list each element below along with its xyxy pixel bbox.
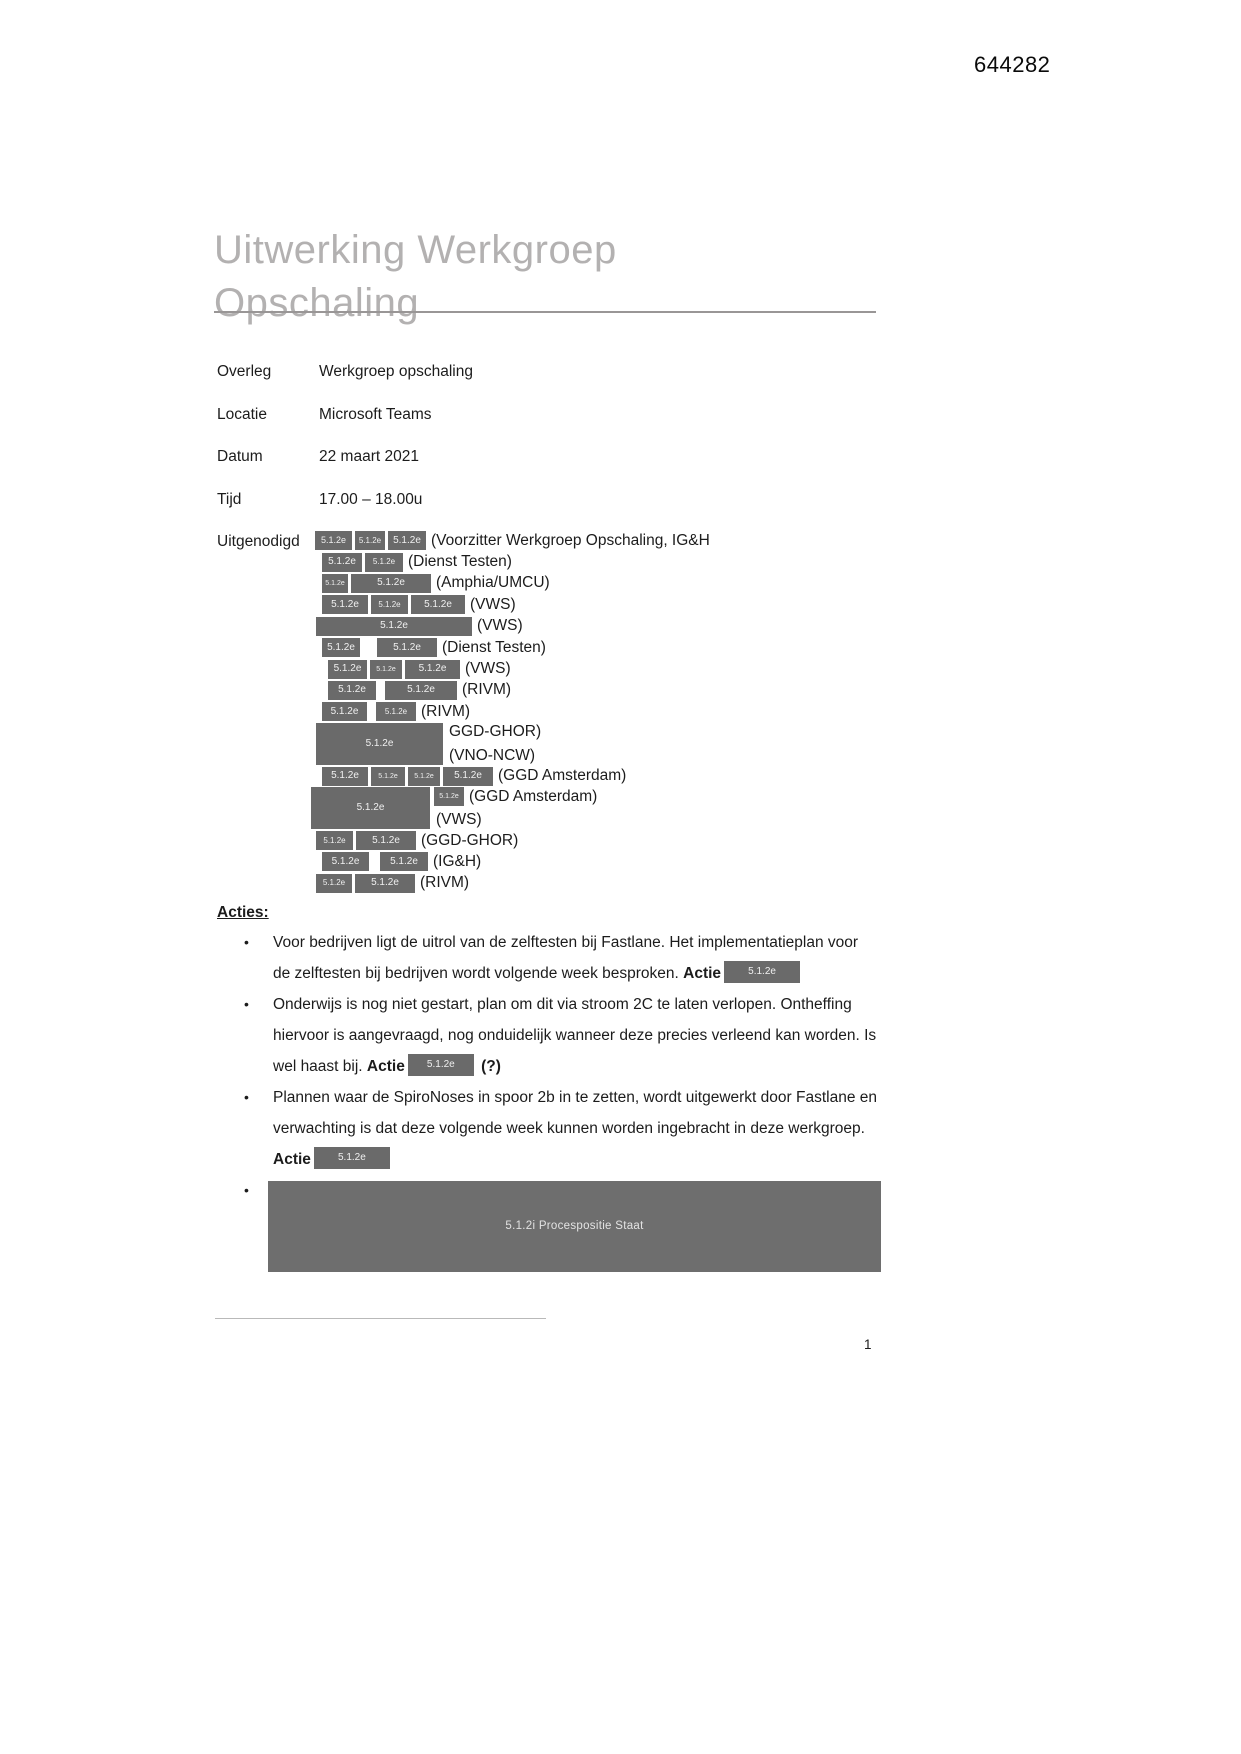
redaction-box: 5.1.2e (322, 767, 368, 786)
invited-line (316, 873, 710, 894)
meta-label: Locatie (217, 405, 267, 423)
redaction-box: 5.1.2e (328, 660, 367, 679)
action-bold-text: Actie (683, 965, 722, 982)
invited-line (322, 594, 710, 615)
action-bold-text: (?) (476, 1058, 501, 1075)
invited-organisation: (RIVM) (420, 874, 470, 892)
redaction-box: 5.1.2e (724, 961, 800, 983)
redaction-box: 5.1.2e (314, 1147, 390, 1169)
invited-organisation: (IG&H) (433, 852, 482, 870)
invited-line (316, 830, 710, 851)
meta-value: Werkgroep opschaling (319, 363, 473, 380)
invited-organisation: (VWS) (436, 811, 482, 829)
redaction-box: 5.1.2e (371, 595, 408, 614)
action-text: Onderwijs is nog niet gestart, plan om dit via stroom 2C te laten verlopen. Ontheffing hiervoor is aangevraagd, nog onduidelijk wanneer deze precies verleend kan worden. Is wel haast bij. (273, 996, 877, 1075)
invited-line (315, 530, 710, 551)
meta-value: 22 maart 2021 (319, 448, 419, 465)
actions-heading: Acties: (217, 904, 269, 921)
redaction-box: 5.1.2e (315, 531, 352, 550)
invited-line (322, 851, 710, 872)
redaction-box: 5.1.2e (405, 660, 460, 679)
invited-line-top (434, 787, 597, 806)
action-bold-text: Actie (366, 1058, 405, 1075)
redaction-box: 5.1.2e (434, 787, 464, 806)
redaction-box: 5.1.2e (385, 681, 457, 700)
action-item (217, 989, 907, 1082)
redaction-box: 5.1.2e (322, 574, 348, 593)
redaction-box: 5.1.2e (351, 574, 431, 593)
invited-organisation: (GGD-GHOR) (421, 831, 519, 849)
invited-organisation: (Dienst Testen) (408, 553, 512, 571)
redaction-box: 5.1.2e (388, 531, 426, 550)
redaction-box: 5.1.2e (408, 767, 440, 786)
meta-label: Overleg (217, 363, 272, 380)
redaction-box: 5.1.2e (316, 831, 353, 850)
action-content (273, 1082, 877, 1175)
invited-line (322, 573, 710, 594)
redaction-box: 5.1.2e (316, 874, 352, 893)
redaction-block-label: 5.1.2i Procespositie Staat (505, 1220, 644, 1232)
invited-organisation: GGD-GHOR) (449, 723, 542, 741)
invited-line (322, 766, 710, 787)
redaction-box: 5.1.2e (408, 1054, 474, 1076)
invited-line (322, 637, 710, 658)
action-content (273, 989, 877, 1082)
invited-line (328, 658, 710, 679)
page-number: 1 (864, 1337, 872, 1352)
invited-organisation: (GGD Amsterdam) (498, 767, 627, 785)
redaction-box: 5.1.2e (371, 767, 405, 786)
redaction-box: 5.1.2e (322, 852, 369, 871)
action-item (217, 1175, 907, 1272)
action-item (217, 927, 907, 989)
invited-organisation: (RIVM) (462, 681, 512, 699)
meta-row (217, 406, 473, 449)
meta-row (217, 448, 473, 491)
invited-line (328, 680, 710, 701)
bullet-marker: • (244, 1182, 249, 1198)
footer-rule (215, 1318, 546, 1319)
invited-organisation: (VWS) (465, 660, 511, 678)
redaction-block (268, 1181, 881, 1272)
invited-line (322, 551, 710, 572)
actions-list (217, 927, 907, 1272)
redaction-box: 5.1.2e (311, 787, 430, 829)
title-underline-rule (214, 311, 876, 313)
meta-row (217, 363, 473, 406)
action-content (273, 927, 877, 989)
redaction-box: 5.1.2e (355, 874, 415, 893)
invited-section (217, 530, 710, 894)
invited-line (316, 723, 710, 766)
action-content (273, 1175, 881, 1272)
invited-organisation: (Voorzitter Werkgroep Opschaling, IG&H (431, 531, 710, 549)
invited-organisation: (VWS) (477, 617, 523, 635)
redaction-box: 5.1.2e (443, 767, 493, 786)
invited-label: Uitgenodigd (217, 533, 300, 550)
action-text: Plannen waar de SpiroNoses in spoor 2b in te zetten, wordt uitgewerkt door Fastlane en verwachting is dat deze volgende week kunnen worden ingebracht in deze werkgroep. (273, 1089, 877, 1137)
redaction-box: 5.1.2e (356, 831, 416, 850)
invited-lines (315, 530, 710, 894)
invited-organisation: (VWS) (470, 595, 516, 613)
meta-label: Tijd (217, 490, 242, 508)
invited-organisation: (Amphia/UMCU) (436, 574, 550, 592)
action-text: Voor bedrijven ligt de uitrol van de zelftesten bij Fastlane. Het implementatieplan voor de zelftesten bij bedrijven wordt volgende week besproken. (273, 934, 859, 982)
redaction-box: 5.1.2e (316, 617, 472, 636)
invited-line (322, 701, 710, 722)
redaction-box: 5.1.2e (322, 595, 368, 614)
document-number: 644282 (974, 52, 1051, 77)
invited-line (316, 616, 710, 637)
redaction-box: 5.1.2e (376, 702, 416, 721)
invited-organisation: (VNO-NCW) (449, 747, 536, 765)
invited-line-texts (447, 723, 541, 765)
redaction-box: 5.1.2e (411, 595, 465, 614)
redaction-box: 5.1.2e (322, 638, 360, 657)
invited-line-texts (434, 787, 597, 829)
redaction-box: 5.1.2e (322, 553, 362, 572)
redaction-box: 5.1.2e (328, 681, 376, 700)
redaction-box: 5.1.2e (377, 638, 437, 657)
redaction-box: 5.1.2e (322, 702, 367, 721)
redaction-box: 5.1.2e (380, 852, 428, 871)
invited-organisation: (GGD Amsterdam) (469, 787, 598, 805)
meta-value: 17.00 – 18.00u (319, 490, 423, 508)
meta-label: Datum (217, 448, 263, 465)
bullet-marker: • (244, 934, 249, 950)
meta-value: Microsoft Teams (319, 405, 432, 423)
meeting-meta-table (217, 363, 473, 533)
redaction-box: 5.1.2e (370, 660, 402, 679)
actions-section (217, 904, 907, 1272)
redaction-box: 5.1.2e (316, 723, 443, 765)
bullet-marker: • (244, 996, 249, 1012)
invited-line-top (447, 723, 541, 741)
redaction-box: 5.1.2e (365, 553, 403, 572)
invited-organisation: (RIVM) (421, 702, 471, 720)
page-title-line-1: Uitwerking Werkgroep (214, 228, 617, 272)
action-bold-text: Actie (273, 1151, 311, 1168)
page-title-line-2: Opschaling (214, 281, 420, 325)
invited-line (311, 787, 710, 830)
invited-organisation: (Dienst Testen) (442, 638, 546, 656)
bullet-marker: • (244, 1089, 249, 1105)
action-item (217, 1082, 907, 1175)
meta-row (217, 491, 473, 534)
page-title (214, 224, 617, 330)
redaction-box: 5.1.2e (355, 531, 385, 550)
